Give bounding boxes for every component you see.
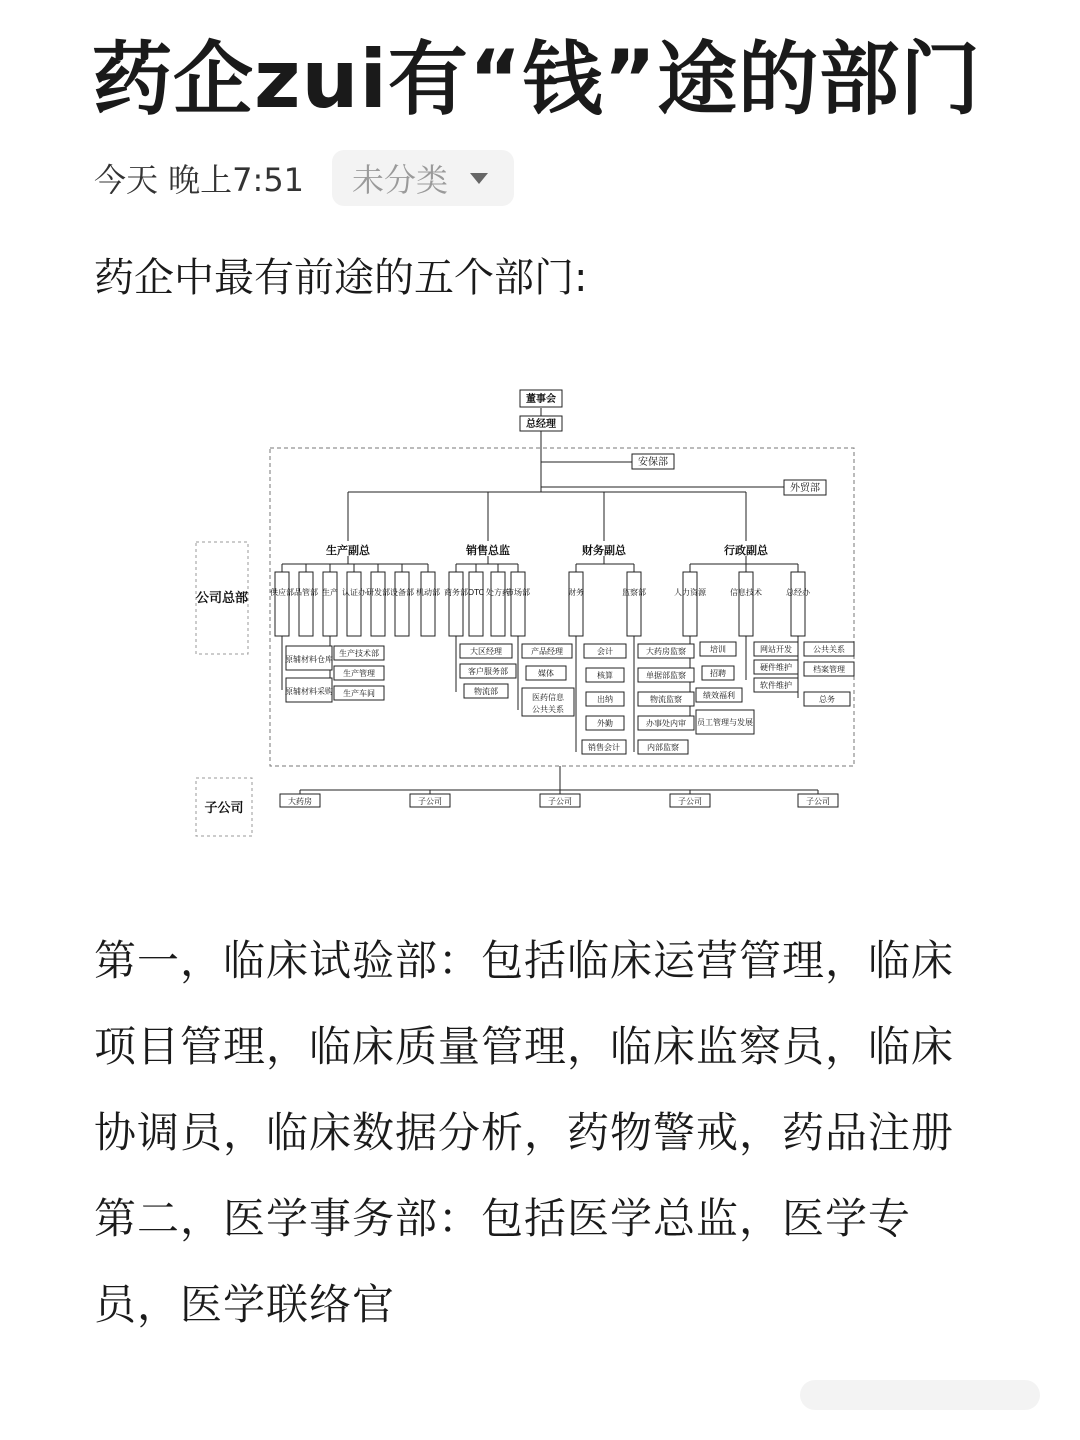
chart-unit: 生产车间 bbox=[343, 689, 375, 698]
chart-dept: 品管部 bbox=[294, 588, 318, 597]
chart-unit: 媒体 bbox=[538, 669, 554, 678]
chart-dept: 设备部 bbox=[390, 588, 414, 597]
chart-unit: 原辅材料仓库 bbox=[285, 655, 333, 664]
chart-vp-0: 生产副总 bbox=[326, 544, 370, 557]
chart-unit: 档案管理 bbox=[813, 665, 845, 674]
chart-dept: 机动部 bbox=[416, 588, 440, 597]
chart-unit: 生产技术部 bbox=[339, 649, 379, 658]
chart-dept: 认证办 bbox=[342, 588, 366, 597]
category-dropdown[interactable] bbox=[332, 150, 514, 206]
chart-unit: 大区经理 bbox=[470, 647, 502, 656]
category-label: 未分类 bbox=[352, 161, 449, 199]
chart-dept: 研发部 bbox=[366, 588, 390, 597]
chart-unit: 销售会计 bbox=[588, 743, 620, 752]
paragraph-2: 第二，医学事务部：包括医学总监，医学专员，医学联络官 bbox=[94, 1194, 912, 1329]
chart-unit: 内部监察 bbox=[647, 743, 679, 752]
chart-staff-1: 外贸部 bbox=[790, 483, 820, 494]
chart-unit: 绩效福利 bbox=[703, 691, 735, 700]
chart-unit: 硬件维护 bbox=[760, 663, 792, 672]
chart-dept: 总经办 bbox=[786, 588, 810, 597]
chart-unit: 公共关系 bbox=[813, 645, 845, 654]
chart-unit: 原辅材料采购 bbox=[285, 687, 333, 696]
chart-gm: 总经理 bbox=[526, 419, 556, 430]
chart-dept: 监察部 bbox=[622, 588, 646, 597]
chart-unit: 出纳 bbox=[597, 695, 613, 704]
chart-dept: 人力资源 bbox=[674, 588, 706, 597]
chart-unit: 公共关系 bbox=[532, 705, 564, 714]
paragraph-1: 第一，临床试验部：包括临床运营管理，临床项目管理，临床质量管理，临床监察员，临床协调员，临床数据分析，药物警戒，药品注册 bbox=[94, 936, 955, 1157]
watermark bbox=[800, 1380, 1040, 1410]
chart-unit: 单据部监察 bbox=[646, 671, 686, 680]
chart-sub-label: 子公司 bbox=[204, 801, 244, 816]
chart-vp-2: 财务副总 bbox=[582, 544, 626, 557]
chart-unit: 员工管理与发展 bbox=[697, 718, 753, 727]
chart-subsidiary: 子公司 bbox=[678, 797, 702, 806]
chart-unit: 会计 bbox=[597, 647, 613, 656]
chart-unit: 软件维护 bbox=[760, 681, 792, 690]
chart-unit: 医药信息 bbox=[532, 693, 564, 702]
chart-dept: 生产 bbox=[322, 588, 338, 597]
intro-text: 药企中最有前途的五个部门: bbox=[94, 255, 588, 301]
chart-subsidiary: 子公司 bbox=[418, 797, 442, 806]
timestamp: 今天 晚上7:51 bbox=[94, 161, 305, 199]
note-meta bbox=[94, 150, 514, 206]
chart-unit: 网站开发 bbox=[760, 645, 792, 654]
chart-dept: 财务 bbox=[568, 588, 584, 597]
note-body bbox=[94, 918, 984, 1348]
chart-unit: 培训 bbox=[710, 645, 726, 654]
chart-unit: 外勤 bbox=[597, 719, 613, 728]
chart-unit: 大药房监察 bbox=[646, 647, 686, 656]
chart-dept: 信息技术 bbox=[730, 588, 762, 597]
chart-unit: 物流部 bbox=[474, 687, 498, 696]
chart-dept: 供应部 bbox=[270, 588, 294, 597]
chart-dept: 处方药 bbox=[486, 588, 510, 597]
chevron-down-icon bbox=[470, 173, 488, 184]
chart-subsidiary: 大药房 bbox=[288, 797, 312, 806]
org-chart-image bbox=[190, 380, 870, 850]
chart-vp-3: 行政副总 bbox=[724, 544, 768, 557]
chart-staff-0: 安保部 bbox=[638, 457, 668, 468]
chart-unit: 总务 bbox=[819, 695, 835, 704]
chart-hq-label: 公司总部 bbox=[195, 591, 249, 606]
chart-unit: 客户服务部 bbox=[468, 667, 508, 676]
chart-unit: 招聘 bbox=[710, 669, 726, 678]
chart-unit: 物流监察 bbox=[650, 695, 682, 704]
chart-unit: 生产管理 bbox=[343, 669, 375, 678]
chart-unit: 产品经理 bbox=[531, 647, 563, 656]
chart-subsidiary: 子公司 bbox=[548, 797, 572, 806]
chart-unit: 核算 bbox=[597, 671, 613, 680]
chart-subsidiary: 子公司 bbox=[806, 797, 830, 806]
chart-unit: 办事处内审 bbox=[646, 719, 686, 728]
chart-dept: 商务部 bbox=[444, 588, 468, 597]
chart-dept: OTC bbox=[467, 588, 485, 597]
chart-board: 董事会 bbox=[526, 394, 556, 405]
chart-dept: 市场部 bbox=[506, 588, 530, 597]
note-title: 药企zui有“钱”途的部门 bbox=[92, 33, 982, 126]
chart-vp-1: 销售总监 bbox=[466, 544, 510, 557]
